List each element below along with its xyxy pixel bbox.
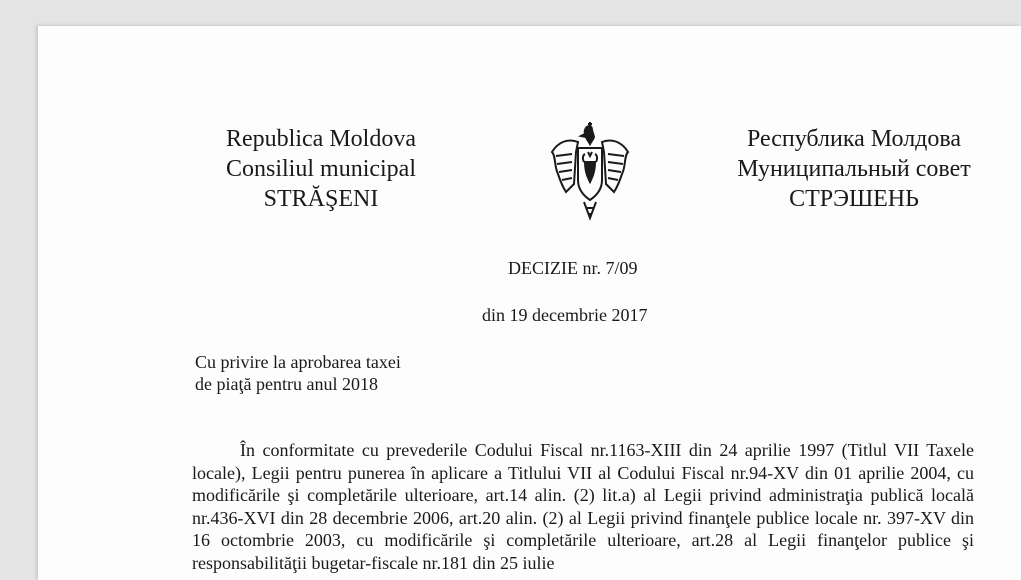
decision-date: din 19 decembrie 2017 — [482, 305, 648, 325]
decision-body-paragraph: În conformitate cu prevederile Codului Fiscal nr.1163-XIII din 24 aprilie 1997 (Titlul VII Taxele locale), Legii pentru punerea în aplicare a Titlului VII al Codului Fiscal nr.94-XV din 01 aprilie 2004, cu modificările şi completările ulterioare, art.14 alin. (2) lit.a) al Legii privind administraţia publică locală nr.436-XVI din 28 decembrie 2006, art.20 alin. (2) al Legii privind finanţele publice locale nr. 397-XV din 16 octombrie 2003, cu modificările şi completările ulterioare, art.28 al Legii finanţelor publice şi responsabilităţii bugetar-fiscale nr.181 din 25 iulie — [192, 440, 974, 573]
header-country-ro: Republica Moldova — [226, 126, 416, 152]
subject-line-2: de piaţă pentru anul 2018 — [195, 374, 378, 394]
moldova-coat-of-arms-icon — [548, 122, 632, 222]
decision-number: DECIZIE nr. 7/09 — [508, 258, 638, 278]
header-russian — [723, 124, 985, 214]
header-council-ru: Муниципальный совет — [737, 156, 971, 182]
header-city-ru: СТРЭШЕНЬ — [789, 186, 919, 212]
decision-subject — [195, 351, 401, 395]
header-country-ru: Республика Молдова — [746, 126, 962, 152]
header-council-ro: Consiliul municipal — [226, 156, 416, 182]
header-city-ro: STRĂŞENI — [263, 186, 379, 212]
header-romanian — [206, 124, 436, 214]
document-page — [38, 26, 1021, 580]
subject-line-1: Cu privire la aprobarea taxei — [195, 352, 401, 372]
